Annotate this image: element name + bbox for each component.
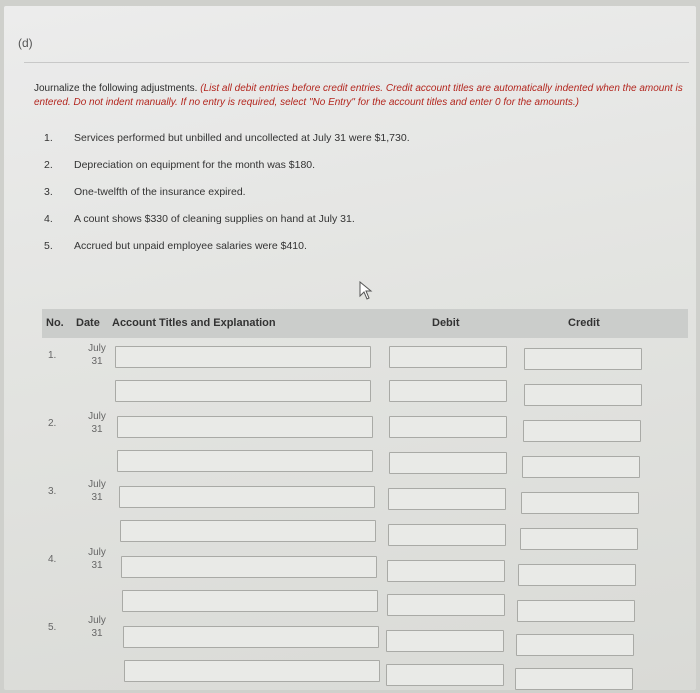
entry-number: 1.	[48, 350, 57, 361]
account-title-field[interactable]	[124, 660, 380, 682]
instructions-emphasis: (List all debit entries before credit entries. Credit account titles are automatically indented when the amount is entered. Do not indent manually. If no entry is required, select "No Entry" for the account titles and enter 0 for the amounts.)	[34, 83, 683, 108]
account-title-field[interactable]	[115, 380, 371, 402]
credit-field[interactable]	[518, 564, 636, 586]
journal-entry	[42, 544, 688, 612]
account-title-field[interactable]	[117, 416, 373, 438]
column-debit: Debit	[432, 317, 460, 329]
mouse-pointer-icon	[359, 281, 375, 301]
entry-number: 3.	[48, 486, 57, 497]
account-title-field[interactable]	[122, 590, 378, 612]
part-label: (d)	[18, 36, 33, 50]
entry-number: 2.	[48, 418, 57, 429]
account-title-field[interactable]	[121, 556, 377, 578]
column-no: No.	[46, 317, 64, 329]
debit-field[interactable]	[389, 452, 507, 474]
debit-field[interactable]	[389, 380, 507, 402]
journal-entry	[42, 476, 688, 544]
list-item: 5. Accrued but unpaid employee salaries were $410.	[44, 240, 307, 252]
account-title-field[interactable]	[120, 520, 376, 542]
adjustment-list	[34, 132, 454, 267]
entry-date: July 31	[88, 479, 106, 503]
column-date: Date	[76, 317, 100, 329]
debit-field[interactable]	[388, 488, 506, 510]
credit-field[interactable]	[515, 668, 633, 690]
journal-table-header	[42, 309, 688, 338]
credit-field[interactable]	[523, 420, 641, 442]
column-credit: Credit	[568, 317, 600, 329]
list-item: 4. A count shows $330 of cleaning supplies on hand at July 31.	[44, 213, 355, 225]
list-item: 3. One-twelfth of the insurance expired.	[44, 186, 246, 198]
credit-field[interactable]	[524, 384, 642, 406]
account-title-field[interactable]	[117, 450, 373, 472]
account-title-field[interactable]	[123, 626, 379, 648]
column-account: Account Titles and Explanation	[112, 317, 276, 329]
debit-field[interactable]	[389, 416, 507, 438]
credit-field[interactable]	[524, 348, 642, 370]
account-title-field[interactable]	[115, 346, 371, 368]
debit-field[interactable]	[386, 664, 504, 686]
entry-date: July 31	[88, 411, 106, 435]
entry-number: 4.	[48, 554, 57, 565]
entry-date: July 31	[88, 615, 106, 639]
credit-field[interactable]	[516, 634, 634, 656]
list-item: 2. Depreciation on equipment for the month was $180.	[44, 159, 316, 171]
credit-field[interactable]	[522, 456, 640, 478]
instructions-lead: Journalize the following adjustments.	[34, 83, 198, 94]
divider	[24, 62, 689, 63]
journal-entries	[42, 340, 688, 680]
debit-field[interactable]	[389, 346, 507, 368]
entry-date: July 31	[88, 343, 106, 367]
credit-field[interactable]	[521, 492, 639, 514]
screen	[4, 6, 696, 690]
entry-number: 5.	[48, 622, 57, 633]
journal-entry	[42, 340, 688, 408]
instructions	[34, 82, 684, 110]
debit-field[interactable]	[387, 560, 505, 582]
account-title-field[interactable]	[119, 486, 375, 508]
list-item: 1. Services performed but unbilled and uncollected at July 31 were $1,730.	[44, 132, 410, 144]
journal-entry	[42, 408, 688, 476]
debit-field[interactable]	[388, 524, 506, 546]
entry-date: July 31	[88, 547, 106, 571]
debit-field[interactable]	[386, 630, 504, 652]
journal-entry	[42, 612, 688, 680]
